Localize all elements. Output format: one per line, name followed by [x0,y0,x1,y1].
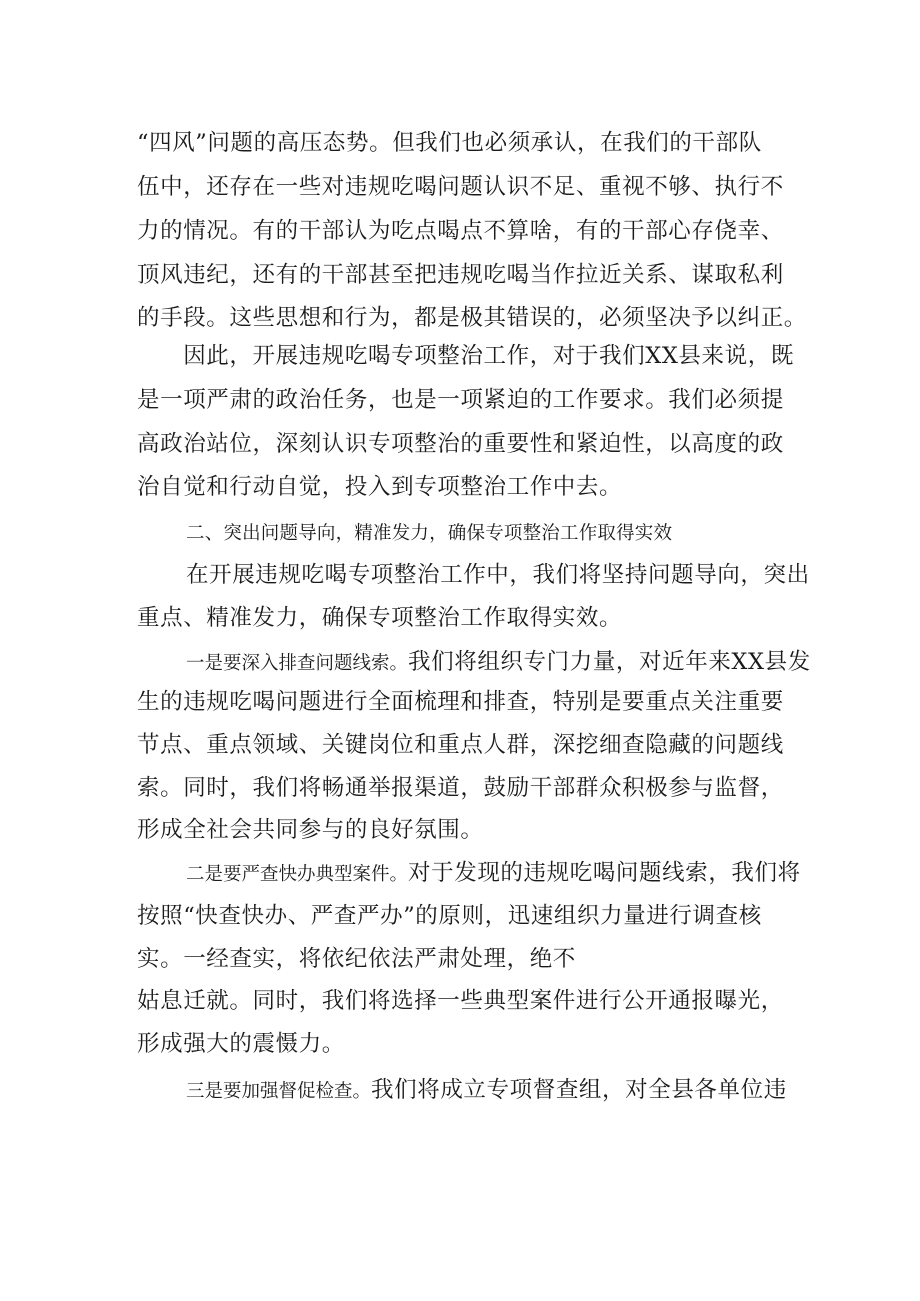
body-line: 因此，开展违规吃喝专项整治工作，对于我们XX县来说，既 [137,343,794,369]
body-line: “四风”问题的高压态势。但我们也必须承认，在我们的干部队 [137,130,762,156]
body-line: 的手段。这些思想和行为，都是极其错误的，必须坚决予以纠正。 [137,305,807,331]
body-line: 形成强大的震慑力。 [137,1031,345,1057]
body-line: 姑息迁就。同时，我们将选择一些典型案件进行公开通报曝光， [137,988,784,1014]
point-2-text: 对于发现的违规吃喝问题线索，我们将 [408,860,801,886]
body-line: 索。同时，我们将畅通举报渠道，鼓励干部群众积极参与监督， [137,775,784,801]
point-2-lead: 二是要严查快办典型案件。 [186,864,409,885]
point-1-first-line [186,647,811,679]
body-line: 形成全社会共同参与的良好氛围。 [137,817,484,843]
point-3-lead: 三是要加强督促检查。 [186,1081,372,1102]
body-line: 是一项严肃的政治任务，也是一项紧迫的工作要求。我们必须提 [137,387,784,413]
body-line: 生的违规吃喝问题进行全面梳理和排查，特别是要重点关注重要 [137,689,784,715]
body-line: 伍中，还存在一些对违规吃喝问题认识不足、重视不够、执行不 [137,174,784,200]
point-3-first-line [186,1075,787,1107]
point-3-text: 我们将成立专项督查组，对全县各单位违 [371,1077,787,1103]
body-line: 实。一经查实，将依纪依法严肃处理，绝不 [137,946,576,972]
body-line: 顶风违纪，还有的干部甚至把违规吃喝当作拉近关系、谋取私利 [137,262,784,288]
point-1-lead: 一是要深入排查问题线索。 [186,653,409,674]
intro-line: 在开展违规吃喝专项整治工作中，我们将坚持问题导向，突出 [186,562,810,588]
body-line: 高政治站位，深刻认识专项整治的重要性和紧迫性，以高度的政 [137,431,784,457]
section-heading: 二、突出问题导向，精准发力，确保专项整治工作取得实效 [186,523,673,544]
body-line: 节点、重点领域、关键岗位和重点人群，深挖细查隐藏的问题线 [137,732,784,758]
body-line: 力的情况。有的干部认为吃点喝点不算啥，有的干部心存侥幸、 [137,218,784,244]
body-line: 治自觉和行动自觉，投入到专项整治工作中去。 [137,474,623,500]
point-1-text: 我们将组织专门力量，对近年来XX县发 [408,649,811,675]
body-line: 按照“快查快办、严查严办”的原则，迅速组织力量进行调查核 [137,903,762,929]
point-2-first-line [186,858,801,890]
intro-line: 重点、精准发力，确保专项整治工作取得实效。 [137,605,623,631]
